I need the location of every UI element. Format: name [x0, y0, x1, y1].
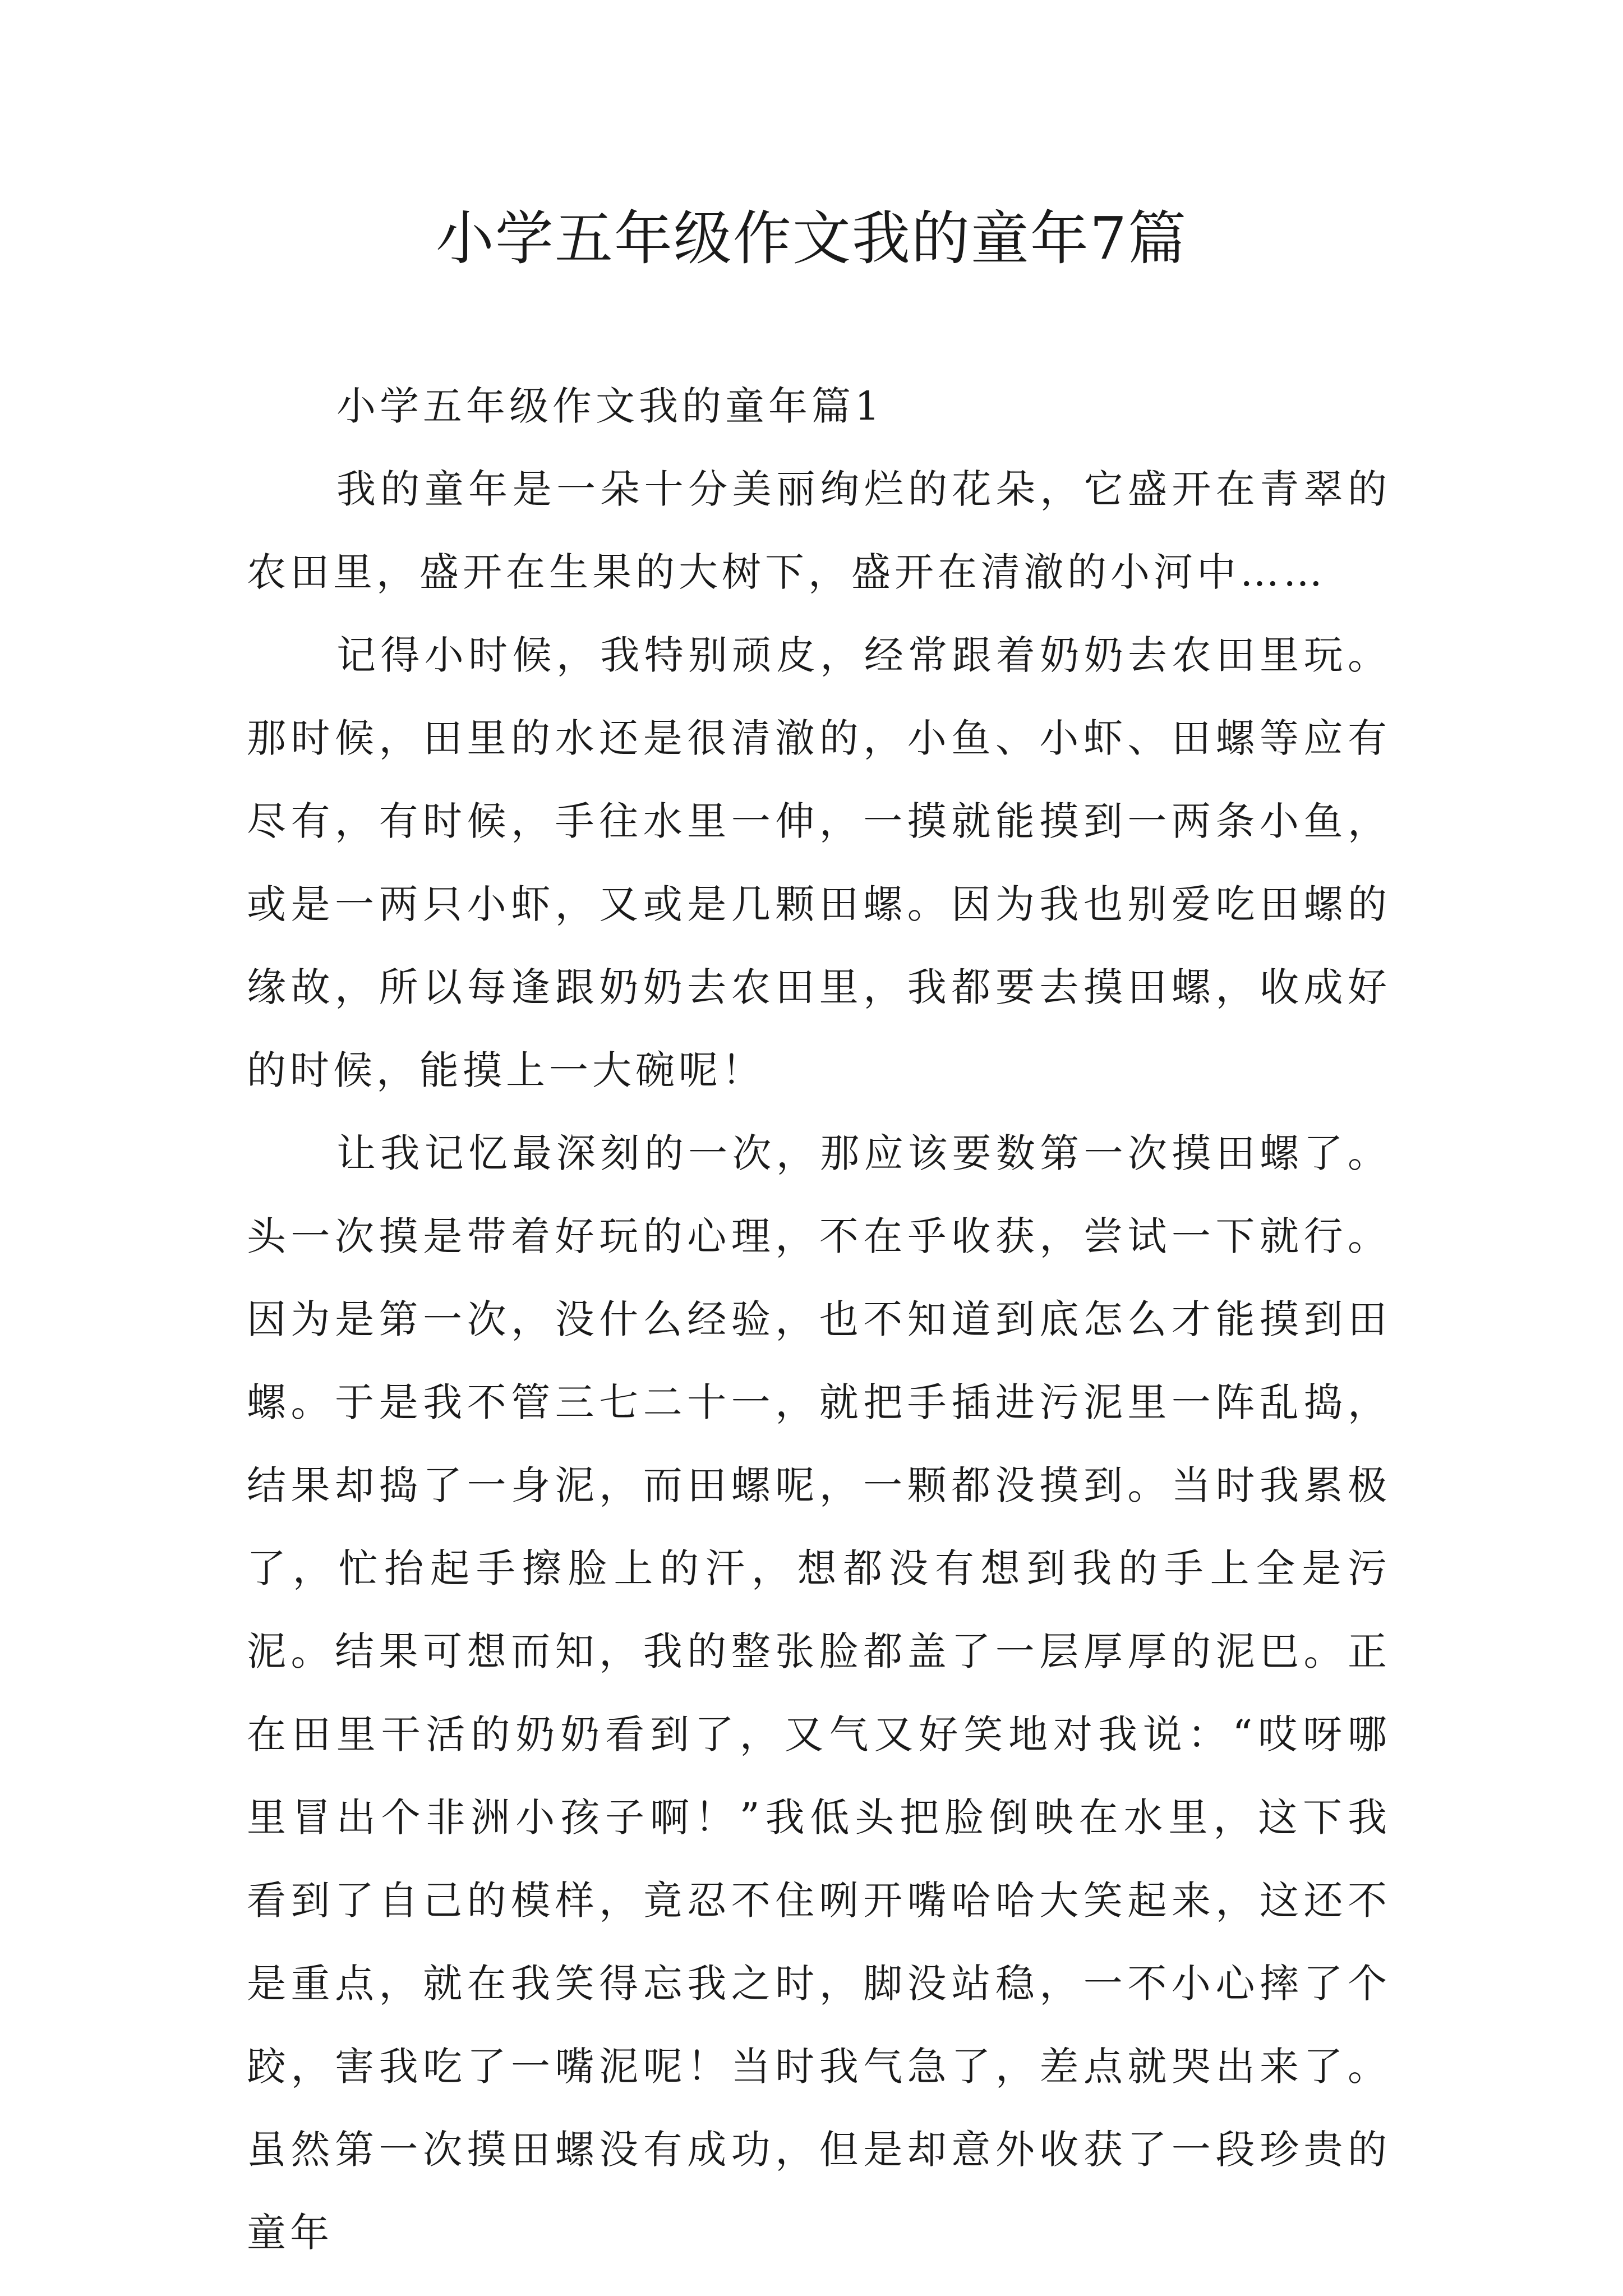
document-body [247, 365, 1391, 2274]
paragraph: 我的童年是一朵十分美丽绚烂的花朵，它盛开在青翠的农田里，盛开在生果的大树下，盛开在清澈的小河中…… [247, 466, 1391, 595]
document-title: 小学五年级作文我的童年7篇 [435, 204, 1188, 273]
section-heading: 小学五年级作文我的童年篇1 [336, 383, 884, 429]
paragraph: 记得小时候，我特别顽皮，经常跟着奶奶去农田里玩。那时候，田里的水还是很清澈的，小鱼、小虾、田螺等应有尽有，有时候，手往水里一伸，一摸就能摸到一两条小鱼，或是一两只小虾，又或是几颗田螺。因为我也别爱吃田螺的缘故，所以每逢跟奶奶去农田里，我都要去摸田螺，收成好的时候，能摸上一大碗呢！ [247, 632, 1391, 1093]
paragraph: 让我记忆最深刻的一次，那应该要数第一次摸田螺了。头一次摸是带着好玩的心理，不在乎收获，尝试一下就行。因为是第一次，没什么经验，也不知道到底怎么才能摸到田螺。于是我不管三七二十一，就把手插进污泥里一阵乱捣，结果却捣了一身泥，而田螺呢，一颗都没摸到。当时我累极了，忙抬起手擦脸上的汗，想都没有想到我的手上全是污泥。结果可想而知，我的整张脸都盖了一层厚厚的泥巴。正在田里干活的奶奶看到了，又气又好笑地对我说：“哎呀哪里冒出个非洲小孩子啊！”我低头把脸倒映在水里，这下我看到了自己的模样，竟忍不住咧开嘴哈哈大笑起来，这还不是重点，就在我笑得忘我之时，脚没站稳，一不小心摔了个跤，害我吃了一嘴泥呢！当时我气急了，差点就哭出来了。虽然第一次摸田螺没有成功，但是却意外收获了一段珍贵的童年 [247, 1130, 1391, 2256]
